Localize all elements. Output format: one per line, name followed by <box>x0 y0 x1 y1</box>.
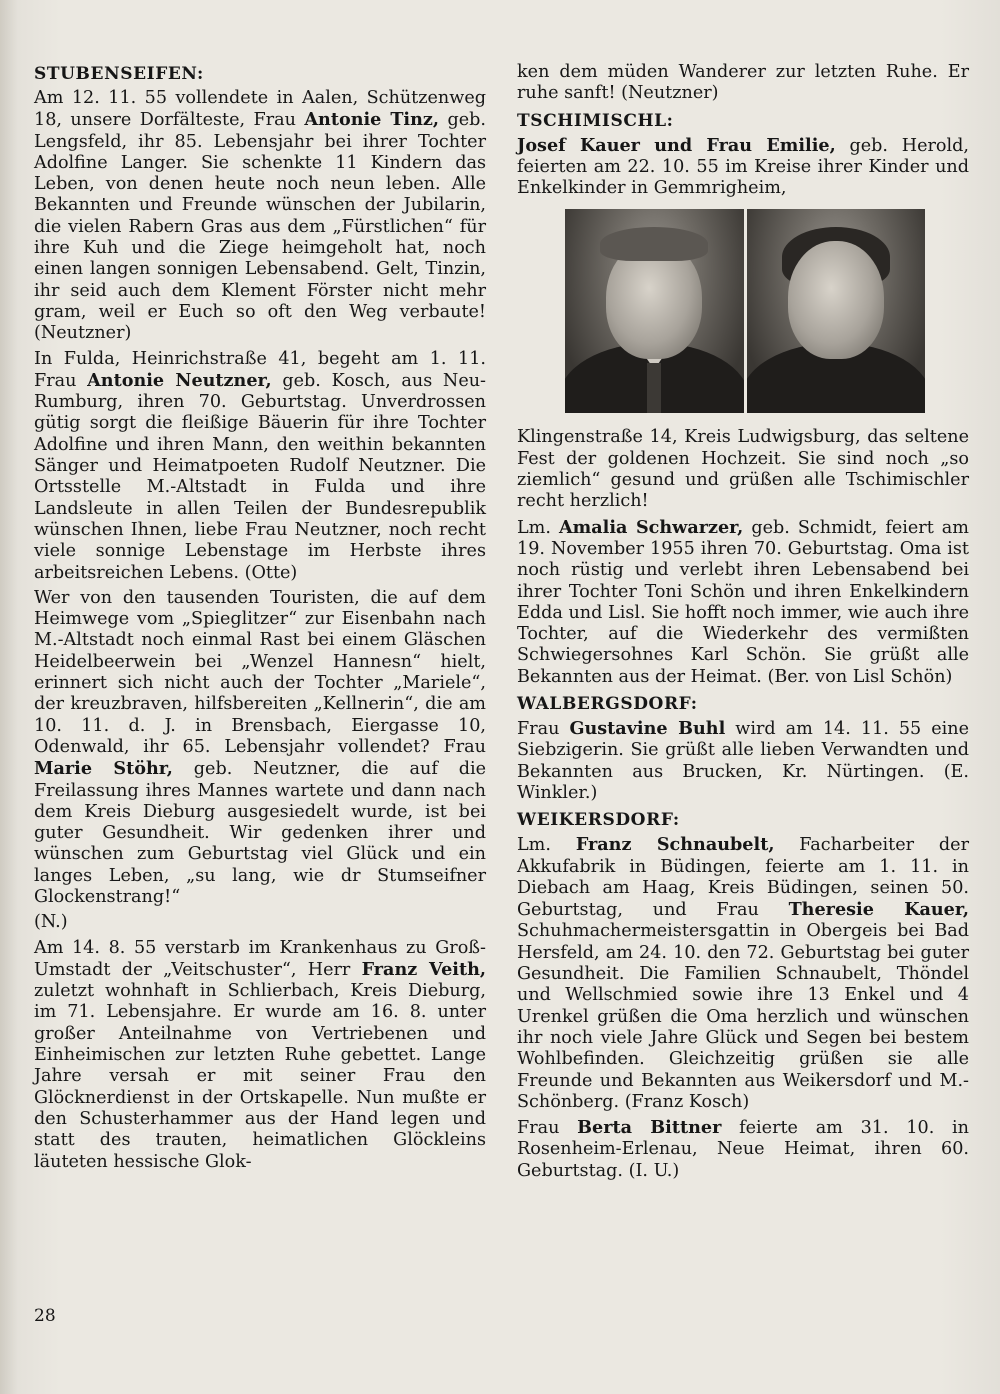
person-name: Berta Bittner <box>577 1117 722 1139</box>
person-name: Antonie Neutzner, <box>87 369 272 391</box>
photo-woman <box>747 209 926 413</box>
paragraph-bittner <box>517 1117 969 1182</box>
person-name: Franz Schnaubelt, <box>575 834 775 856</box>
photo-man <box>565 209 744 413</box>
person-name: Josef Kauer und Frau Emilie, <box>517 134 836 156</box>
paragraph-kauer-a <box>517 135 969 200</box>
text-span: feierte am 31. 10. in Rosenheim-Erlenau, Neue Heimat, ihren 60. Geburtstag. (I. U.) <box>517 1118 969 1181</box>
left-column <box>34 62 486 1177</box>
paragraph-tinz <box>34 88 486 345</box>
text-span: Lm. <box>517 517 559 538</box>
person-name: Amalia Schwarzer, <box>558 516 744 538</box>
text-span: Frau <box>517 719 570 740</box>
text-span: Facharbeiter der Akkufabrik in Büdingen, feierte am 1. 11. in Diebach am Haag, Kreis Büdingen, seinen 50. Geburtstag, und Frau <box>517 835 969 921</box>
paragraph-neutzner <box>34 349 486 584</box>
heading-weikersdorf: WEIKERSDORF: <box>517 810 680 831</box>
person-name: Gustavine Buhl <box>569 718 726 740</box>
heading-stubenseifen: STUBENSEIFEN: <box>34 64 204 84</box>
paragraph-schnaubelt <box>517 834 969 1113</box>
text-span: wird am 14. 11. 55 eine Siebzigerin. Sie grüßt alle lieben Verwandten und Bekannten aus Brucken, Kr. Nürtingen. (E. Winkler.) <box>517 719 970 803</box>
person-name: Franz Veith, <box>361 958 486 980</box>
paragraph-schwarzer <box>517 517 969 688</box>
text-span: geb. Neutzner, die auf die Freilassung ihres Mannes wartete und dann nach dem Kreis Dieburg ausgesiedelt wurde, ist bei guter Gesundheit. Wir gedenken ihrer und wünschen zum Geburtstag viel Glück und ein langes Leben, „su lang, wie dr Stumseifner Glockenstrang!“ <box>34 759 487 907</box>
person-name: Marie Stöhr, <box>34 758 173 780</box>
paragraph-veith <box>34 938 486 1173</box>
text-span: zuletzt wohnhaft in Schlierbach, Kreis Dieburg, im 71. Lebensjahre. Er wurde am 16. 8. unter großer Anteilnahme von Vertriebenen und Einheimischen zur letzten Ruhe gebettet. Lange Jahre versah er mit seiner Frau den Glöcknerdienst in der Ortskapelle. Nun mußte er den Schusterhammer aus der Hand legen und statt des trauten, heimatlichen Glöckleins läuteten hessische Glok- <box>34 981 486 1172</box>
text-span: geb. Kosch, aus Neu-Rumburg, ihren 70. Geburtstag. Unverdrossen gütig sorgt die fleißige Bäuerin für ihre Tochter Adolfine und ihren Mann, den weithin bekannten Sänger und Heimatpoeten Rudolf Neutzner. Die Ortsstelle M.-Altstadt in Fulda und ihre Landsleute in allen Teilen der Bundesrepublik wünschen Ihnen, liebe Frau Neutzner, noch recht viele sonnige Lebenstage im Herbste ihres arbeitsreichen Lebens. (Otte) <box>34 370 487 583</box>
text-span: Frau <box>517 1118 578 1139</box>
person-name: Antonie Tinz, <box>304 109 440 131</box>
paragraph-stoehr <box>34 588 486 908</box>
text-span: Schuhmachermeistersgattin in Obergeis bei Bad Hersfeld, am 24. 10. den 72. Geburtstag bei guter Gesundheit. Die Familien Schnaubelt, Thöndel und Wellschmied sowie ihre 13 Enkel und 4 Urenkel grüßen die Oma herzlich und wünschen ihr noch viele Jahre Glück und Segen bei bestem Wohlbefinden. Gleichzeitig grüßen sie alle Freunde und Bekannten aus Weikersdorf und M.-Schönberg. (Franz Kosch) <box>517 921 969 1112</box>
paragraph-kauer-b: Klingenstraße 14, Kreis Ludwigsburg, das seltene Fest der goldenen Hochzeit. Sie sind noch „so ziemlich“ gesund und grüßen alle Tschimischler recht herzlich! <box>517 427 969 512</box>
text-span: geb. Lengsfeld, ihr 85. Lebensjahr bei ihrer Tochter Adolfine Langer. Sie schenkte 11 Kindern das Leben, von denen heute noch neun leben. Alle Bekannten und Freunde wünschen der Jubilarin, die vielen Rabern Gras aus dem „Fürstlichen“ für ihre Kuh und die Ziege heimgeholt hat, noch einen langen sonnigen Lebensabend. Gelt, Tinzin, ihr seid auch dem Klement Förster nicht mehr gram, weil er Euch so oft den Weg verbaute! (Neutzner) <box>34 110 486 344</box>
photo-shape <box>788 241 884 359</box>
paragraph-continued: ken dem müden Wanderer zur letzten Ruhe. Er ruhe sanft! (Neutzner) <box>517 62 969 104</box>
paragraph-buhl <box>517 718 969 804</box>
person-name: Theresie Kauer, <box>788 899 969 921</box>
text-span: geb. Herold, feierten am 22. 10. 55 im Kreise ihrer Kinder und Enkelkinder in Gemmrigheim, <box>517 135 969 199</box>
heading-tschimischl: TSCHIMISCHL: <box>517 110 674 131</box>
text-span: Am 12. 11. 55 vollendete in Aalen, Schützenweg 18, unsere Dorfälteste, Frau <box>34 88 486 131</box>
signature-n: (N.) <box>34 912 68 933</box>
text-span: Am 14. 8. 55 verstarb im Krankenhaus zu Groß-Umstadt der „Veitschuster“, Herr <box>34 937 486 980</box>
text-span: In Fulda, Heinrichstraße 41, begeht am 1. 11. Frau <box>34 348 486 391</box>
page-number: 28 <box>34 1306 56 1326</box>
right-column <box>517 62 969 1186</box>
text-span: Wer von den tausenden Touristen, die auf dem Heimwege vom „Spieglitzer“ zur Eisenbahn nach M.-Altstadt noch einmal Rast bei einem Gläschen Heidelbeerwein bei „Wenzel Hannesn“ hielt, erinnert sich nicht auch der Tochter „Mariele“, der kreuzbraven, hilfsbereiten „Kellnerin“, die am 10. 11. d. J. in Brensbach, Eiergasse 10, Odenwald, ihr 65. Lebensjahr vollendet? Frau <box>34 587 486 757</box>
text-span: Lm. <box>517 835 576 856</box>
couple-photos <box>565 209 925 413</box>
photo-shape <box>600 227 708 261</box>
text-span: geb. Schmidt, feiert am 19. November 1955 ihren 70. Geburtstag. Oma ist noch rüstig und verlebt ihren Lebensabend bei ihrer Tochter Toni Schön und ihren Enkelkindern Edda und Lisl. Sie hofft noch immer, wie auch ihre Tochter, auf die Wiederkehr des vermißten Schwiegersohnes Karl Schön. Sie grüßt alle Bekannten aus der Heimat. (Ber. von Lisl Schön) <box>517 517 969 687</box>
heading-walbergsdorf: WALBERGSDORF: <box>517 694 698 715</box>
photo-shape <box>647 363 661 413</box>
